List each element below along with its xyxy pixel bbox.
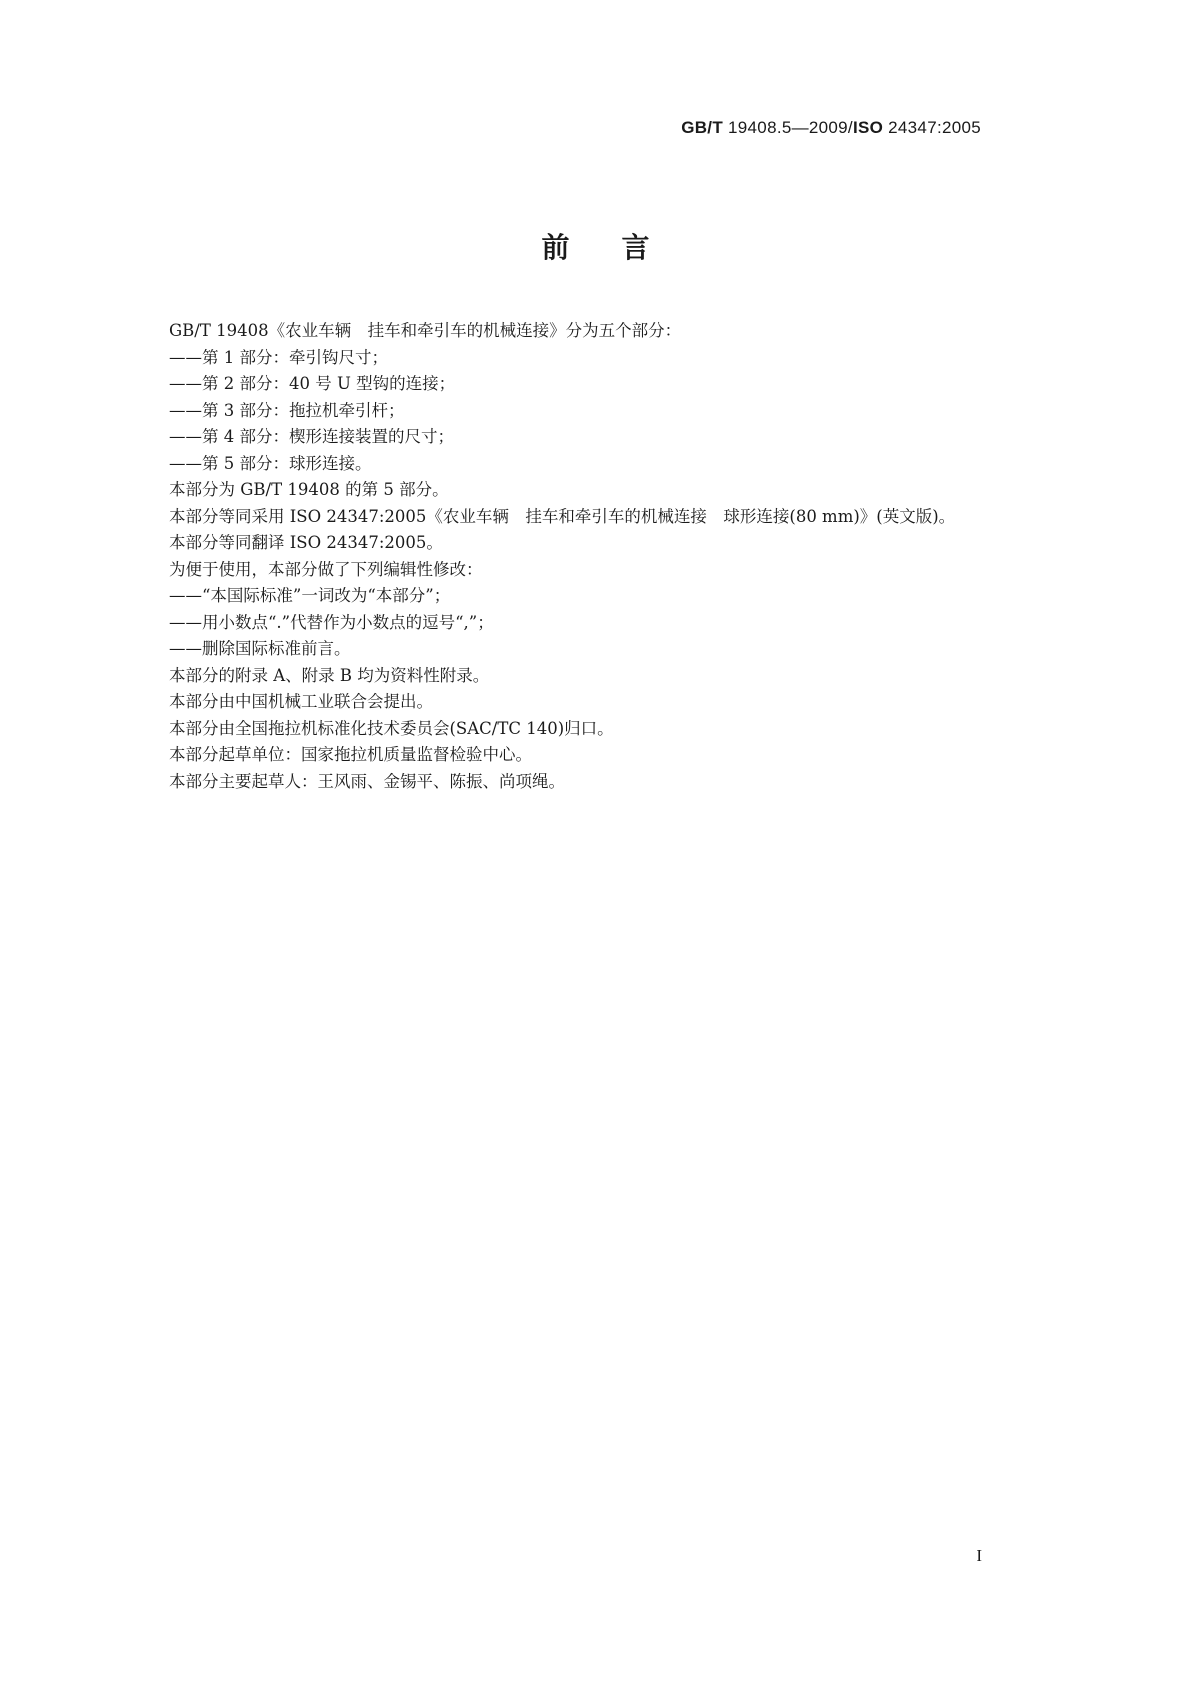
paragraph-annexes: 本部分的附录 A、附录 B 均为资料性附录。	[169, 665, 490, 685]
list-item-edit-3: ——删除国际标准前言。	[169, 639, 351, 658]
foreword-body	[136, 318, 1054, 795]
list-item-part-2: ——第 2 部分：40 号 U 型钩的连接；	[169, 374, 456, 393]
list-item-part-1: ——第 1 部分：牵引钩尺寸；	[169, 347, 388, 367]
paragraph-adoption: 本部分等同采用 ISO 24347:2005《农业车辆 挂车和牵引车的机械连接 球形连接(80 mm)》(英文版)。	[169, 506, 956, 526]
paragraph-part-statement: 本部分为 GB/T 19408 的第 5 部分。	[169, 480, 449, 499]
list-item-part-3: ——第 3 部分：拖拉机牵引杆；	[169, 400, 405, 420]
paragraph-drafting-unit: 本部分起草单位：国家拖拉机质量监督检验中心。	[169, 745, 532, 764]
paragraph-translation: 本部分等同翻译 ISO 24347:2005。	[169, 533, 443, 552]
standard-prefix: GB/T	[681, 118, 724, 137]
standard-header	[681, 118, 981, 138]
iso-prefix: ISO	[852, 118, 884, 137]
page-title: 前言	[541, 231, 702, 264]
paragraph-intro: GB/T 19408《农业车辆 挂车和牵引车的机械连接》分为五个部分：	[169, 321, 682, 340]
paragraph-drafters: 本部分主要起草人：王风雨、金锡平、陈振、尚项绳。	[169, 771, 565, 791]
list-item-part-5: ——第 5 部分：球形连接。	[169, 453, 372, 473]
iso-number: 24347:2005	[888, 118, 981, 137]
paragraph-edits-intro: 为便于使用，本部分做了下列编辑性修改：	[169, 559, 483, 579]
paragraph-committee: 本部分由全国拖拉机标准化技术委员会(SAC/TC 140)归口。	[169, 718, 614, 738]
list-item-edit-1: ——“本国际标准”一词改为“本部分”；	[169, 586, 451, 605]
list-item-part-4: ——第 4 部分：楔形连接装置的尺寸；	[169, 427, 454, 446]
paragraph-proposer: 本部分由中国机械工业联合会提出。	[169, 692, 433, 711]
standard-number: 19408.5—2009/	[728, 118, 853, 137]
page-number: I	[976, 1546, 982, 1565]
list-item-edit-2: ——用小数点“.”代替作为小数点的逗号“,”；	[169, 612, 494, 632]
